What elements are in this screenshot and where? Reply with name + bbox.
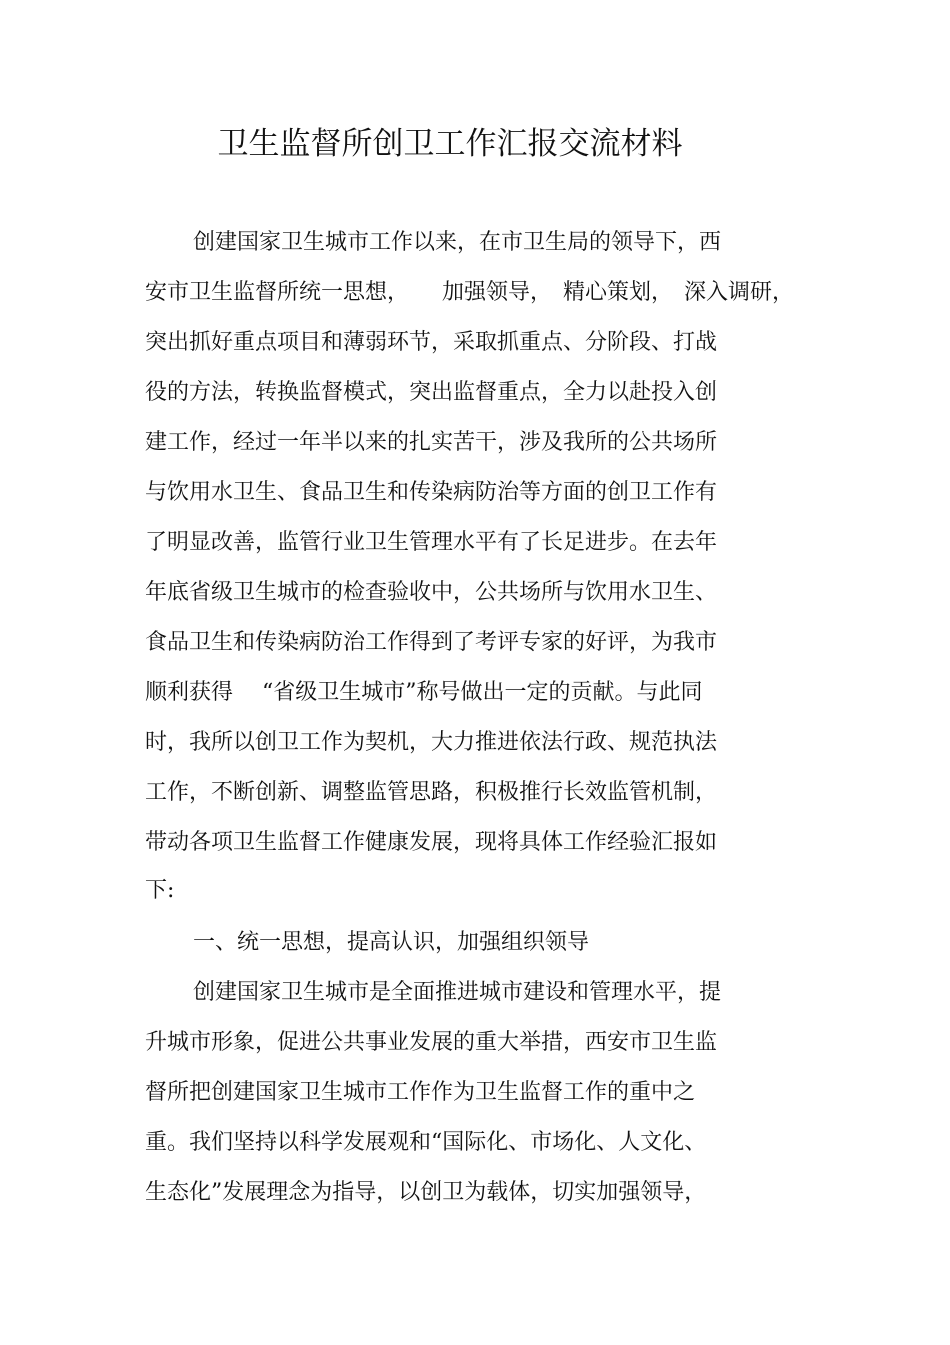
paragraph-line: 建工作，经过一年半以来的扎实苦干，涉及我所的公共场所 xyxy=(145,430,718,455)
paragraph-line: 创建国家卫生城市工作以来，在市卫生局的领导下，西 xyxy=(193,230,722,255)
paragraph-line: 顺利获得 “省级卫生城市”称号做出一定的贡献。与此同 xyxy=(145,680,703,705)
paragraph-line: 创建国家卫生城市是全面推进城市建设和管理水平，提 xyxy=(193,980,722,1005)
paragraph-line: 升城市形象，促进公共事业发展的重大举措，西安市卫生监 xyxy=(145,1030,718,1055)
paragraph-line: 下: xyxy=(145,878,175,903)
paragraph-line: 带动各项卫生监督工作健康发展，现将具体工作经验汇报如 xyxy=(145,830,718,855)
paragraph-line: 年底省级卫生城市的检查验收中，公共场所与饮用水卫生、 xyxy=(145,580,718,605)
paragraph-line: 食品卫生和传染病防治工作得到了考评专家的好评，为我市 xyxy=(145,630,718,655)
paragraph-line: 督所把创建国家卫生城市工作作为卫生监督工作的重中之 xyxy=(145,1080,696,1105)
paragraph-line: 安市卫生监督所统一思想， 加强领导， 精心策划， 深入调研， xyxy=(145,280,795,305)
document-title: 卫生监督所创卫工作汇报交流材料 xyxy=(217,126,683,162)
paragraph-line: 重。我们坚持以科学发展观和“国际化、市场化、人文化、 xyxy=(145,1130,707,1155)
paragraph-line: 与饮用水卫生、食品卫生和传染病防治等方面的创卫工作有 xyxy=(145,480,718,505)
paragraph-line: 工作，不断创新、调整监管思路，积极推行长效监管机制， xyxy=(145,780,718,805)
paragraph-line: 役的方法，转换监督模式，突出监督重点，全力以赴投入创 xyxy=(145,380,718,405)
paragraph-line: 突出抓好重点项目和薄弱环节，采取抓重点、分阶段、打战 xyxy=(145,330,718,355)
paragraph-line: 时，我所以创卫工作为契机，大力推进依法行政、规范执法 xyxy=(145,730,718,755)
section-heading: 一、统一思想，提高认识，加强组织领导 xyxy=(193,930,590,955)
paragraph-line: 生态化”发展理念为指导，以创卫为载体，切实加强领导， xyxy=(145,1180,707,1205)
paragraph-line: 了明显改善，监管行业卫生管理水平有了长足进步。在去年 xyxy=(145,530,718,555)
